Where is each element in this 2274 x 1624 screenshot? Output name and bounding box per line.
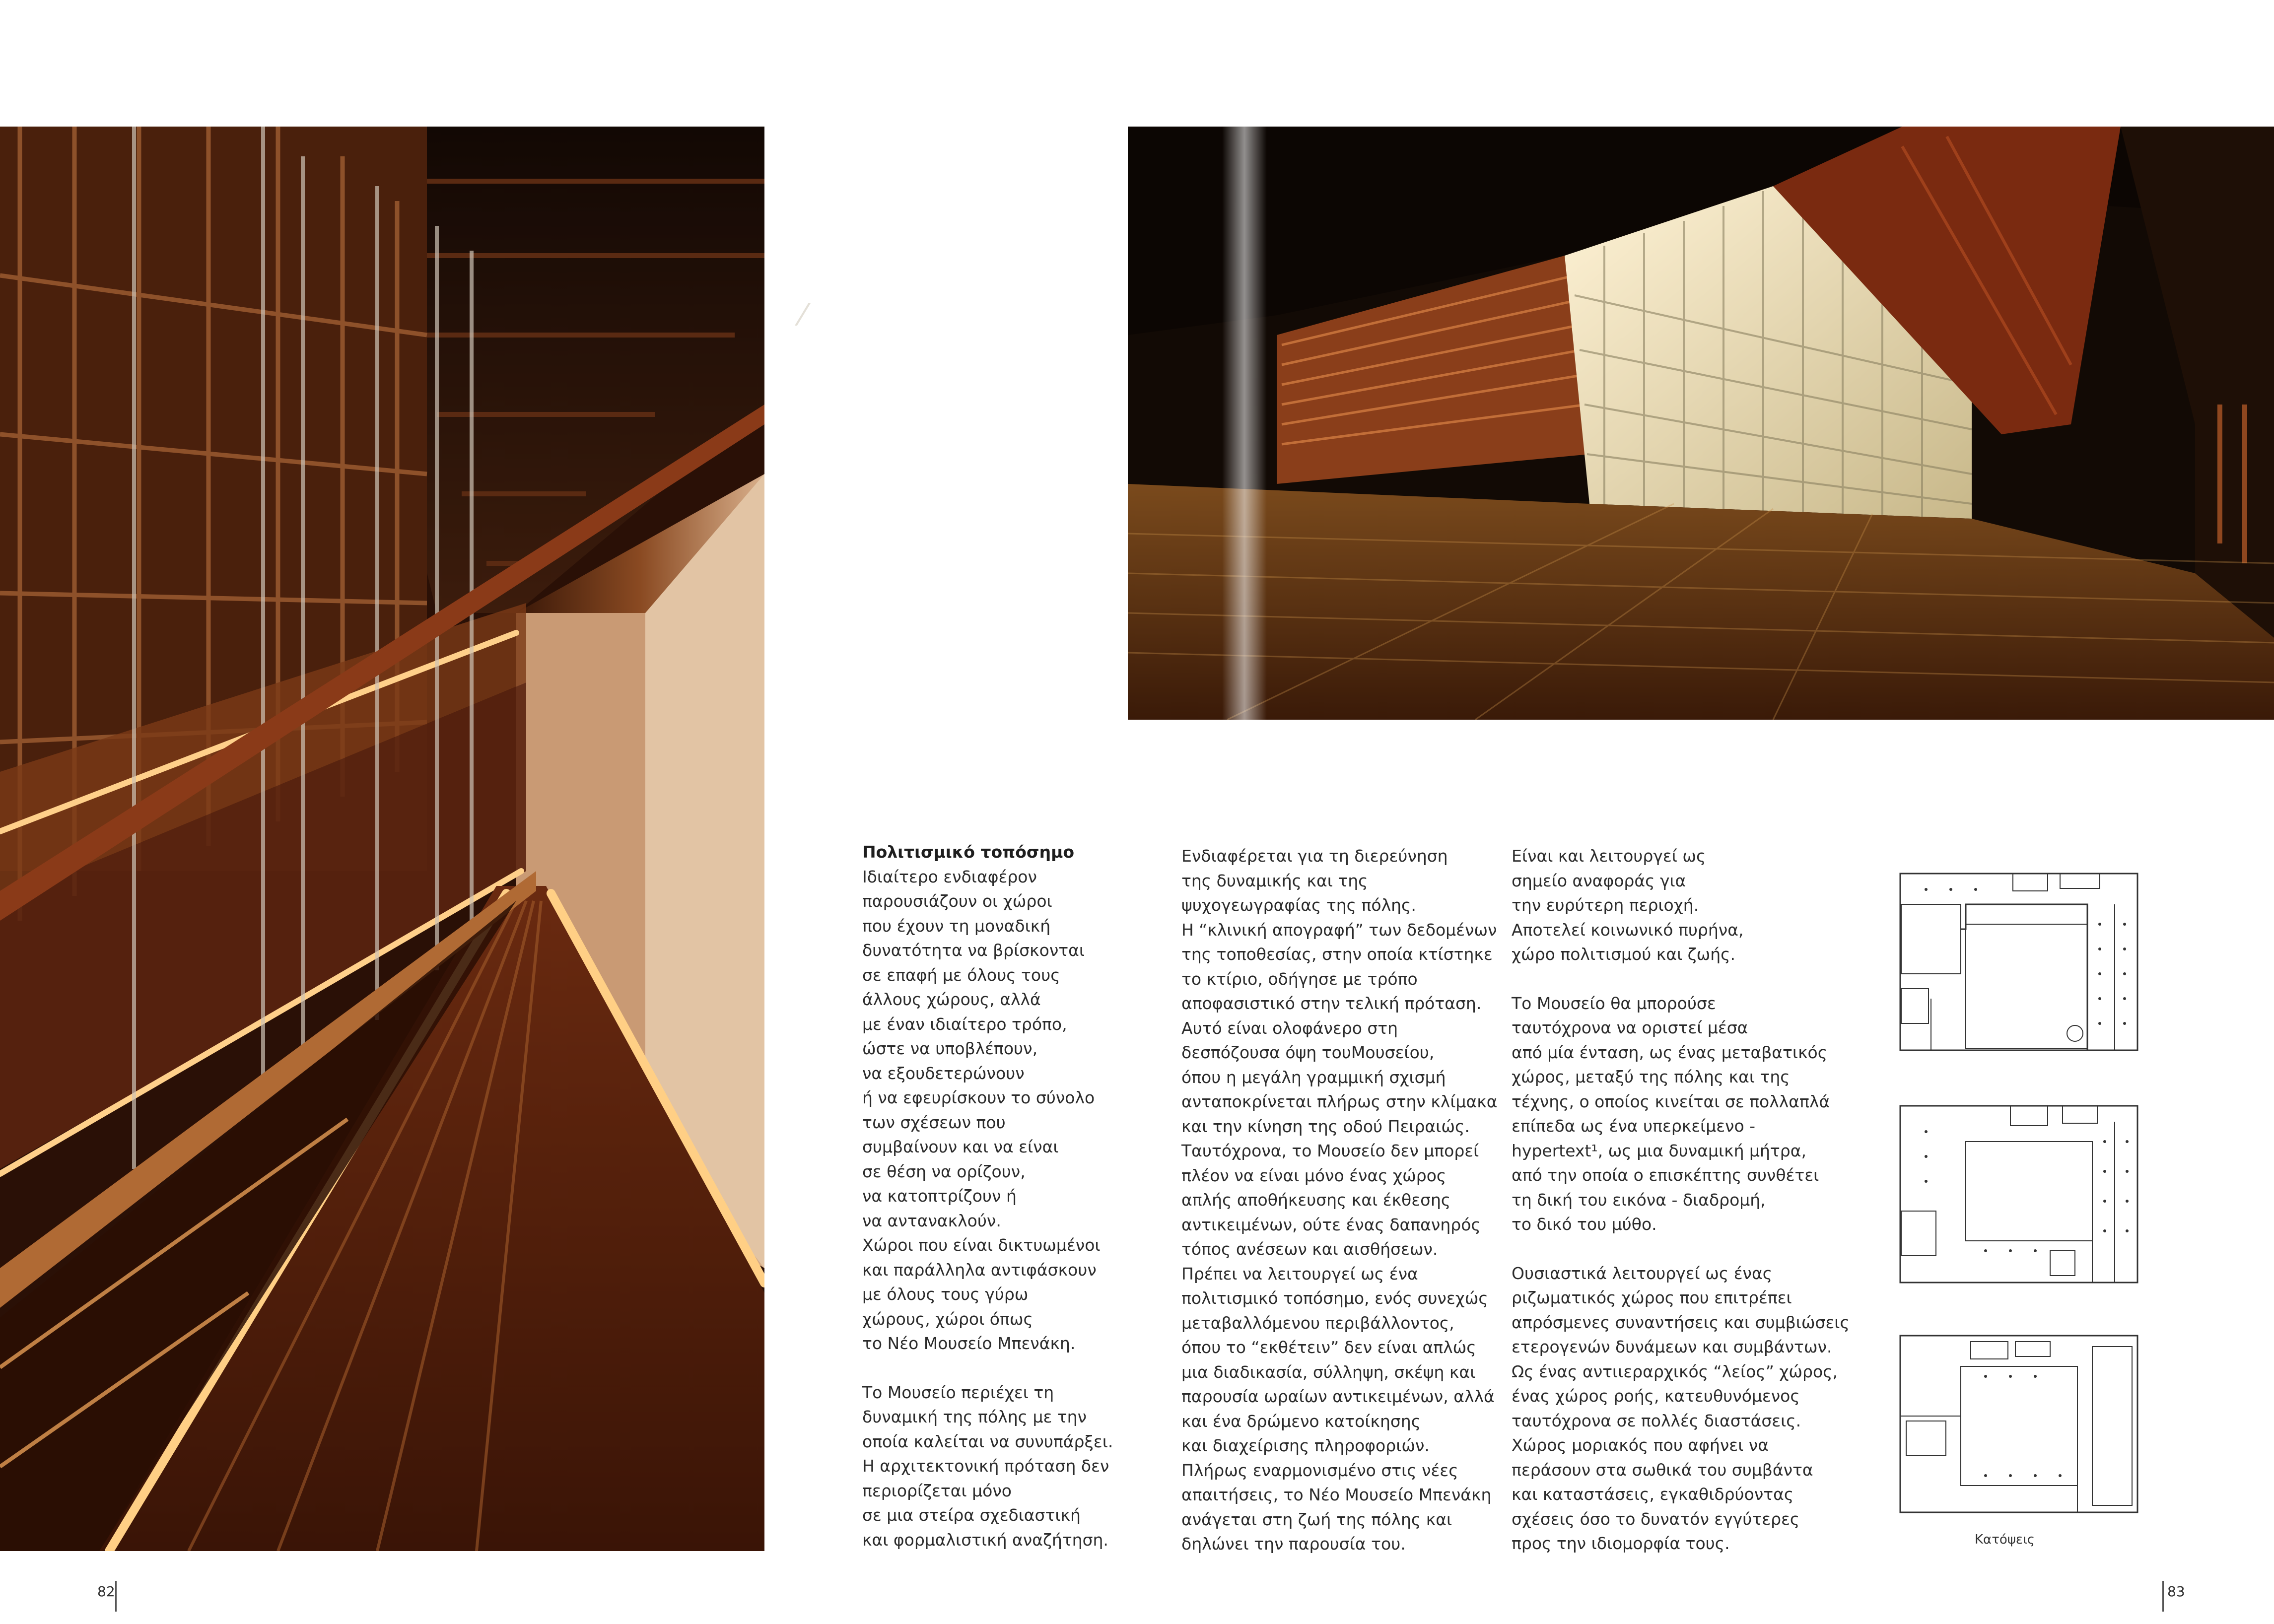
text-line: δεσπόζουσα όψη τουΜουσείου,	[1181, 1043, 1435, 1062]
text-line: και καταστάσεις, εγκαθιδρύοντας	[1512, 1485, 1794, 1504]
section-heading: Πολιτισμικό τοπόσημο	[862, 842, 1075, 862]
text-line: ανάγεται στη ζωή της πόλης και	[1181, 1509, 1452, 1529]
text-line: Ουσιαστικά λειτουργεί ως ένας	[1512, 1263, 1773, 1283]
text-line: περάσουν στα σωθικά του συμβάντα	[1512, 1460, 1813, 1480]
text-line: που έχουν τη μοναδική	[862, 916, 1051, 936]
photo-staircase-interior	[0, 127, 764, 1551]
text-line: ταυτόχρονα σε πολλές διαστάσεις.	[1512, 1411, 1801, 1430]
floor-plans-caption: Κατόψεις	[1975, 1532, 2035, 1547]
text-line: Χώροι που είναι δικτυωμένοι	[862, 1235, 1101, 1255]
text-line: Πρέπει να λειτουργεί ως ένα	[1181, 1264, 1418, 1284]
text-line: των σχέσεων που	[862, 1112, 1006, 1132]
page-number-right: 83	[2167, 1583, 2185, 1600]
text-line: και ένα δρώμενο κατοίκησης	[1181, 1411, 1421, 1431]
text-line: απρόσμενες συναντήσεις και συμβιώσεις	[1512, 1312, 1850, 1332]
text-line: από μία ένταση, ως ένας μεταβατικός	[1512, 1042, 1828, 1062]
text-line: χώρους, χώροι όπως	[862, 1309, 1033, 1329]
column-1-paragraph-2	[862, 1380, 1113, 1553]
text-line: Ταυτόχρονα, το Μουσείο δεν μπορεί	[1181, 1141, 1479, 1160]
text-line: δυναμική της πόλης με την	[862, 1407, 1087, 1426]
text-line: να αντανακλούν.	[862, 1211, 1001, 1230]
text-line: την ευρύτερη περιοχή.	[1512, 895, 1699, 915]
text-line: οποία καλείται να συνυπάρξει.	[862, 1431, 1113, 1451]
text-line: πολιτισμικό τοπόσημο, ενός συνεχώς	[1181, 1288, 1488, 1308]
text-line: Αποτελεί κοινωνικό πυρήνα,	[1512, 920, 1744, 940]
text-line: Ιδιαίτερο ενδιαφέρον	[862, 867, 1037, 886]
text-line: με όλους τους γύρω	[862, 1285, 1029, 1304]
text-line: σχέσεις όσο το δυνατόν εγγύτερες	[1512, 1509, 1800, 1529]
page-number-rule-right	[2162, 1581, 2164, 1612]
text-line: να εξουδετερώνουν	[862, 1063, 1025, 1083]
floor-plan-3	[1896, 1332, 2142, 1516]
column-2-paragraph-2	[1181, 1016, 1497, 1556]
text-line: όπου το “εκθέτειν” δεν είναι απλώς	[1181, 1338, 1476, 1357]
text-line: σε επαφή με όλους τους	[862, 965, 1060, 985]
text-line: συμβαίνουν και να είναι	[862, 1137, 1059, 1156]
text-line: ανταποκρίνεται πλήρως στην κλίμακα	[1181, 1092, 1498, 1111]
text-line: ψυχογεωγραφίας της πόλης.	[1181, 895, 1416, 915]
column-1-paragraph-1	[862, 865, 1113, 1356]
text-line: άλλους χώρους, αλλά	[862, 990, 1041, 1009]
text-line: απλής αποθήκευσης και έκθεσης	[1181, 1190, 1451, 1210]
text-line: δυνατότητα να βρίσκονται	[862, 941, 1085, 960]
text-line: σε μια στείρα σχεδιαστική	[862, 1505, 1081, 1525]
floor-plan-1	[1896, 870, 2142, 1054]
text-line: ένας χώρος ροής, κατευθυνόμενος	[1512, 1386, 1800, 1406]
column-3-paragraph-2	[1512, 991, 1850, 1237]
text-line: Το Μουσείο θα μπορούσε	[1512, 993, 1716, 1013]
text-line: Ως ένας αντιιεραρχικός “λείος” χώρος,	[1512, 1361, 1838, 1381]
text-line: αντικειμένων, ούτε ένας δαπανηρός	[1181, 1215, 1481, 1234]
text-line: ριζωματικός χώρος που επιτρέπει	[1512, 1288, 1792, 1307]
text-line: όπου η μεγάλη γραμμική σχισμή	[1181, 1067, 1446, 1087]
text-line: το δικό του μύθο.	[1512, 1215, 1657, 1234]
text-line: και παράλληλα αντιφάσκουν	[862, 1260, 1097, 1280]
page-number-rule-left	[115, 1581, 117, 1612]
text-line: τέχνης, ο οποίος κινείται σε πολλαπλά	[1512, 1091, 1830, 1111]
text-line: από την οποία ο επισκέπτης συνθέτει	[1512, 1165, 1819, 1185]
text-column-3	[1512, 844, 1850, 1556]
column-3-paragraph-1	[1512, 844, 1850, 967]
text-line: παρουσία ωραίων αντικειμένων, αλλά	[1181, 1387, 1495, 1406]
photo-museum-atrium	[1128, 127, 2274, 720]
text-line: αποφασιστικό στην τελική πρόταση.	[1181, 994, 1482, 1013]
text-line: Πλήρως εναρμονισμένο στις νέες	[1181, 1460, 1458, 1480]
text-line: ώστε να υποβλέπουν,	[862, 1039, 1038, 1058]
text-line: χώρος, μεταξύ της πόλης και της	[1512, 1067, 1790, 1086]
column-3-paragraph-3	[1512, 1261, 1850, 1556]
text-line: περιορίζεται μόνο	[862, 1481, 1012, 1500]
text-line: το κτίριο, οδήγησε με τρόπο	[1181, 969, 1418, 989]
text-line: με έναν ιδιαίτερο τρόπο,	[862, 1014, 1067, 1034]
text-line: παρουσιάζουν οι χώροι	[862, 891, 1052, 911]
text-line: Ενδιαφέρεται για τη διερεύνηση	[1181, 846, 1448, 866]
text-line: και διαχείρισης πληροφοριών.	[1181, 1436, 1430, 1455]
text-line: μεταβαλλόμενου περιβάλλοντος,	[1181, 1313, 1454, 1333]
text-line: της δυναμικής και της	[1181, 871, 1368, 890]
text-line: τόπος ανέσεων και αισθήσεων.	[1181, 1239, 1438, 1259]
floor-plan-2	[1896, 1102, 2142, 1286]
text-line: απαιτήσεις, το Νέο Μουσείο Μπενάκη	[1181, 1485, 1492, 1504]
text-column-2	[1181, 844, 1497, 1556]
text-line: το Νέο Μουσείο Μπενάκη.	[862, 1334, 1076, 1353]
text-line: πλέον να είναι μόνο ένας χώρος	[1181, 1165, 1447, 1185]
text-line: Αυτό είναι ολοφάνερο στη	[1181, 1018, 1398, 1038]
text-line: να κατοπτρίζουν ή	[862, 1186, 1017, 1206]
text-line: τη δική του εικόνα - διαδρομή,	[1512, 1190, 1766, 1210]
column-2-paragraph-1	[1181, 844, 1497, 1016]
page-number-left: 82	[97, 1583, 115, 1600]
text-line: επίπεδα ως ένα υπερκείμενο -	[1512, 1116, 1756, 1136]
text-line: της τοποθεσίας, στην οποία κτίστηκε	[1181, 945, 1493, 964]
text-line: Το Μουσείο περιέχει τη	[862, 1382, 1054, 1402]
text-line: ετερογενών δυνάμεων και συμβάντων.	[1512, 1337, 1832, 1356]
text-line: ταυτόχρονα να οριστεί μέσα	[1512, 1018, 1748, 1037]
text-line: και την κίνηση της οδού Πειραιώς.	[1181, 1116, 1470, 1136]
text-line: χώρο πολιτισμού και ζωής.	[1512, 945, 1736, 964]
text-line: δηλώνει την παρουσία του.	[1181, 1534, 1406, 1554]
text-line: και φορμαλιστική αναζήτηση.	[862, 1530, 1108, 1550]
text-line: μια διαδικασία, σύλληψη, σκέψη και	[1181, 1362, 1476, 1382]
text-line: Είναι και λειτουργεί ως	[1512, 846, 1706, 866]
text-line: Χώρος μοριακός που αφήνει να	[1512, 1435, 1769, 1455]
faint-mark: ⁄	[800, 298, 806, 333]
text-column-1	[862, 840, 1113, 1552]
text-line: Η αρχιτεκτονική πρόταση δεν	[862, 1456, 1109, 1476]
text-line: ή να εφευρίσκουν το σύνολο	[862, 1088, 1095, 1107]
text-line: hypertext¹, ως μια δυναμική μήτρα,	[1512, 1141, 1806, 1160]
text-line: σημείο αναφοράς για	[1512, 871, 1686, 890]
text-line: σε θέση να ορίζουν,	[862, 1161, 1026, 1181]
text-line: Η “κλινική απογραφή” των δεδομένων	[1181, 920, 1497, 940]
text-line: προς την ιδιομορφία τους.	[1512, 1534, 1730, 1553]
